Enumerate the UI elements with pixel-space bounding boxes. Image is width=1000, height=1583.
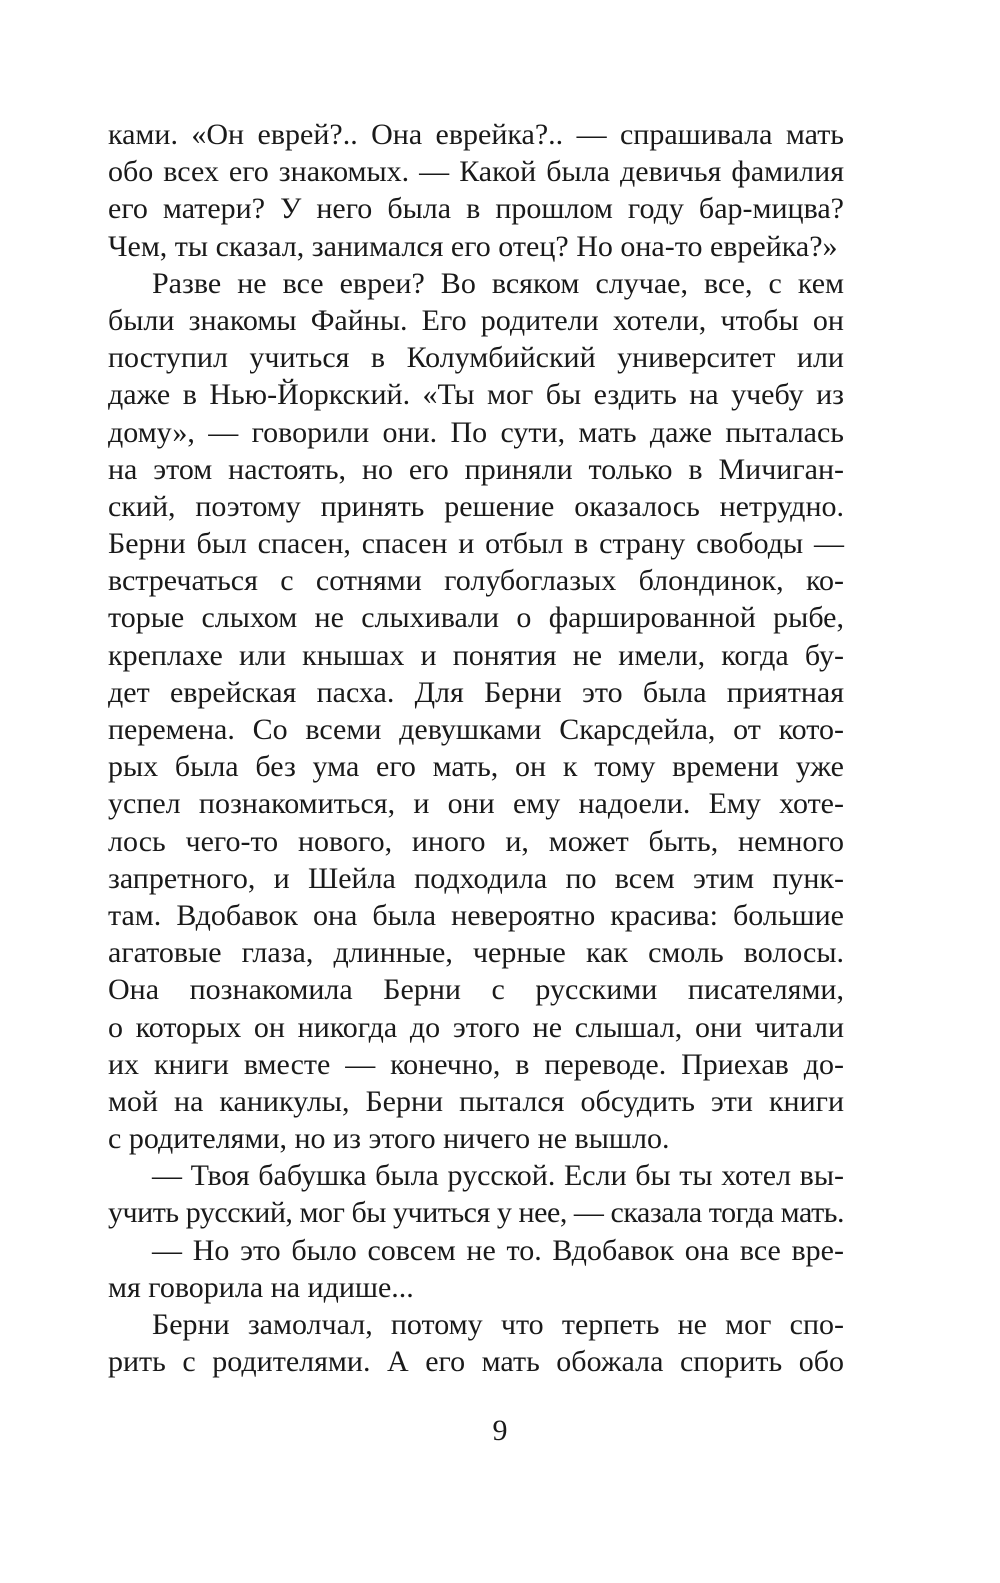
text-line: даже в Нью-Йоркский. «Ты мог бы ездить на учебу из bbox=[108, 378, 844, 412]
page-number: 9 bbox=[492, 1414, 508, 1447]
text-line: ками. «Он еврей?.. Она еврейка?.. — спрашивала мать bbox=[108, 118, 844, 151]
text-line: с родителями, но из этого ничего не вышло. bbox=[108, 1122, 670, 1156]
text-line: запретного, и Шейла подходила по всем этим пунк- bbox=[108, 861, 844, 895]
text-line: мя говорила на идише... bbox=[108, 1270, 414, 1304]
text-line: рых была без ума его мать, он к тому времени уже bbox=[108, 750, 844, 784]
text-line: успел познакомиться, и они ему надоели. Ему хоте- bbox=[108, 787, 844, 821]
text-line: о которых он никогда до этого не слышал, они читали bbox=[108, 1010, 844, 1044]
text-line: поступил учиться в Колумбийский университет или bbox=[108, 341, 844, 375]
text-line: дому», — говорили они. По сути, мать даже пыталась bbox=[108, 415, 844, 449]
text-line: лось чего-то нового, иного и, может быть, немного bbox=[108, 824, 844, 858]
text-line: — Но это было совсем не то. Вдобавок она все вре- bbox=[152, 1233, 844, 1267]
text-line: были знакомы Файны. Его родители хотели, чтобы он bbox=[108, 303, 844, 337]
text-line: агатовые глаза, длинные, черные как смоль волосы. bbox=[108, 936, 844, 970]
text-line: их книги вместе — конечно, в переводе. Приехав до- bbox=[108, 1047, 844, 1081]
text-line: — Твоя бабушка была русской. Если бы ты хотел вы- bbox=[152, 1159, 844, 1193]
text-line: креплахе или кнышах и понятия не имели, когда бу- bbox=[108, 638, 844, 672]
text-line: на этом настоять, но его приняли только в Мичиган- bbox=[108, 452, 844, 486]
text-line: Разве не все евреи? Во всяком случае, все, с кем bbox=[152, 266, 844, 300]
text-line: торые слыхом не слыхивали о фаршированной рыбе, bbox=[108, 601, 844, 635]
text-line: обо всех его знакомых. — Какой была девичья фамилия bbox=[108, 155, 844, 189]
text-line: дет еврейская пасха. Для Берни это была приятная bbox=[108, 675, 844, 709]
text-line: его матери? У него была в прошлом году бар-мицва? bbox=[108, 192, 844, 226]
text-line: ский, поэтому принять решение оказалось нетрудно. bbox=[108, 489, 844, 523]
text-line: рить с родителями. А его мать обожала спорить обо bbox=[108, 1345, 844, 1379]
body-text bbox=[108, 116, 844, 1380]
text-line: учить русский, мог бы учиться у нее, — сказала тогда мать. bbox=[108, 1196, 844, 1230]
text-line: перемена. Со всеми девушками Скарсдейла, от кото- bbox=[108, 713, 844, 746]
text-line: мой на каникулы, Берни пытался обсудить эти книги bbox=[108, 1084, 844, 1118]
text-line: Чем, ты сказал, занимался его отец? Но она-то еврейка?» bbox=[108, 229, 838, 263]
text-line: там. Вдобавок она была невероятно красива: большие bbox=[108, 898, 844, 932]
text-line: встречаться с сотнями голубоглазых блондинок, ко- bbox=[108, 564, 844, 598]
text-line: Берни замолчал, потому что терпеть не мог спо- bbox=[152, 1308, 844, 1341]
text-line: Она познакомила Берни с русскими писателями, bbox=[108, 973, 844, 1007]
text-line: Берни был спасен, спасен и отбыл в страну свободы — bbox=[108, 527, 844, 561]
